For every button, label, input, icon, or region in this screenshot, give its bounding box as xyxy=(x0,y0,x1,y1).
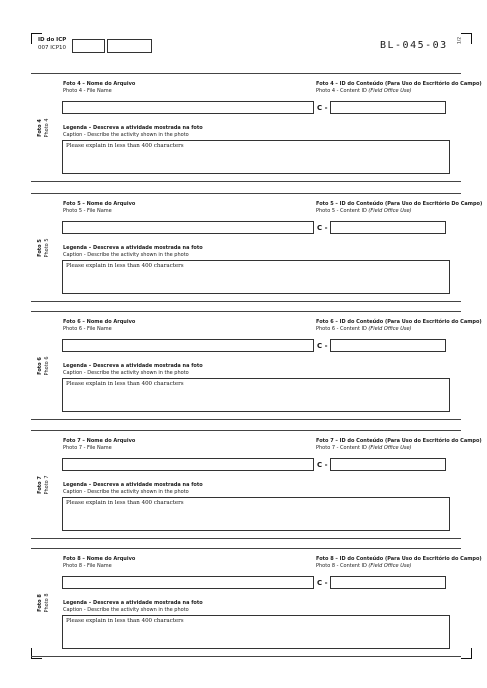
photo-vertical-label-en: Photo 6 xyxy=(44,355,50,376)
photo-vertical-label xyxy=(35,74,51,181)
file-name-input[interactable] xyxy=(62,339,314,352)
content-id-label-pt: Foto 7 – ID do Conteúdo (Para Uso do Escritório do Campo) xyxy=(316,438,482,444)
icp-id-field-1[interactable] xyxy=(72,39,105,53)
photo-vertical-label-en: Photo 4 xyxy=(44,117,50,138)
content-id-label-en: Photo 5 - Content ID xyxy=(316,208,367,214)
content-id-prefix: C - xyxy=(317,224,328,232)
file-name-label-pt: Foto 7 – Nome do Arquivo xyxy=(63,438,136,444)
form-code: BL-045-03 xyxy=(380,40,448,51)
caption-label xyxy=(63,600,203,614)
content-id-label xyxy=(316,556,482,570)
caption-label xyxy=(63,482,203,496)
caption-label xyxy=(63,125,203,139)
content-id-label-en: Photo 8 - Content ID xyxy=(316,563,367,569)
content-id-label xyxy=(316,81,482,95)
content-id-prefix: C - xyxy=(317,461,328,469)
content-id-label-pt: Foto 4 – ID do Conteúdo (Para Uso do Escritório do Campo) xyxy=(316,81,482,87)
file-name-label-pt: Foto 4 – Nome do Arquivo xyxy=(63,81,136,87)
content-id-label-pt: Foto 6 – ID do Conteúdo (Para Uso do Escritório do Campo) xyxy=(316,319,482,325)
caption-label-en: Caption - Describe the activity shown in the photo xyxy=(63,370,189,376)
caption-textarea[interactable]: Please explain in less than 400 characters xyxy=(62,140,450,174)
file-name-label xyxy=(63,556,135,570)
file-name-label-en: Photo 4 - File Name xyxy=(63,88,112,94)
photo-section xyxy=(31,311,482,420)
content-id-input[interactable] xyxy=(330,576,446,589)
field-office-use-note: (Field Office Use) xyxy=(368,563,412,569)
content-id-input[interactable] xyxy=(330,221,446,234)
photo-section xyxy=(31,430,482,539)
file-name-label xyxy=(63,81,135,95)
content-id-label-en: Photo 7 - Content ID xyxy=(316,445,367,451)
content-id-label-pt: Foto 8 – ID do Conteúdo (Para Uso do Escritório do Campo) xyxy=(316,556,482,562)
content-id-label xyxy=(316,438,482,452)
crop-mark-top-right xyxy=(461,33,472,44)
content-id-prefix: C - xyxy=(317,342,328,350)
file-name-label-pt: Foto 8 – Nome do Arquivo xyxy=(63,556,136,562)
file-name-label-en: Photo 7 - File Name xyxy=(63,445,112,451)
file-name-label-en: Photo 6 - File Name xyxy=(63,326,112,332)
photo-section xyxy=(31,193,483,302)
content-id-label-pt: Foto 5 – ID do Conteúdo (Para Uso do Escritório Do Campo) xyxy=(316,201,483,207)
caption-label-pt: Legenda – Descreva a atividade mostrada na foto xyxy=(63,245,203,251)
photo-vertical-label-pt: Foto 6 xyxy=(37,356,43,375)
photo-vertical-label-pt: Foto 8 xyxy=(37,593,43,612)
photo-vertical-label-pt: Foto 4 xyxy=(37,118,43,137)
icp-id-label-en: 007 ICP10 xyxy=(38,45,67,51)
photo-vertical-label xyxy=(35,431,51,538)
photo-vertical-label-pt: Foto 7 xyxy=(37,475,43,494)
content-id-input[interactable] xyxy=(330,339,446,352)
content-id-input[interactable] xyxy=(330,101,446,114)
caption-label-en: Caption - Describe the activity shown in the photo xyxy=(63,132,189,138)
caption-label-pt: Legenda – Descreva a atividade mostrada na foto xyxy=(63,482,203,488)
caption-label-pt: Legenda – Descreva a atividade mostrada na foto xyxy=(63,363,203,369)
caption-textarea[interactable]: Please explain in less than 400 characters xyxy=(62,497,450,531)
file-name-label-pt: Foto 6 – Nome do Arquivo xyxy=(63,319,136,325)
content-id-label-en: Photo 6 - Content ID xyxy=(316,326,367,332)
photo-vertical-label xyxy=(35,549,51,656)
photo-section xyxy=(31,548,482,657)
caption-label-en: Caption - Describe the activity shown in the photo xyxy=(63,607,189,613)
file-name-label xyxy=(63,438,135,452)
file-name-input[interactable] xyxy=(62,576,314,589)
caption-label-pt: Legenda – Descreva a atividade mostrada na foto xyxy=(63,600,203,606)
content-id-label xyxy=(316,201,482,215)
caption-label-en: Caption - Describe the activity shown in the photo xyxy=(63,252,189,258)
caption-label xyxy=(63,245,203,259)
photo-vertical-label-en: Photo 7 xyxy=(44,474,50,495)
content-id-input[interactable] xyxy=(330,458,446,471)
file-name-input[interactable] xyxy=(62,221,314,234)
field-office-use-note: (Field Office Use) xyxy=(368,445,412,451)
content-id-label xyxy=(316,319,482,333)
file-name-label xyxy=(63,201,135,215)
icp-id-field-2[interactable] xyxy=(107,39,152,53)
file-name-label xyxy=(63,319,135,333)
photo-vertical-label xyxy=(35,194,51,301)
page-number: 1/2 xyxy=(457,36,463,45)
photo-vertical-label-en: Photo 8 xyxy=(44,592,50,613)
file-name-label-en: Photo 5 - File Name xyxy=(63,208,112,214)
crop-mark-bottom-right xyxy=(461,648,472,659)
caption-textarea[interactable]: Please explain in less than 400 characters xyxy=(62,260,450,294)
icp-id-label-pt: ID do ICP xyxy=(38,37,67,43)
field-office-use-note: (Field Office Use) xyxy=(368,326,412,332)
content-id-prefix: C - xyxy=(317,579,328,587)
icp-id-label xyxy=(38,36,66,52)
caption-textarea[interactable]: Please explain in less than 400 characters xyxy=(62,615,450,649)
field-office-use-note: (Field Office Use) xyxy=(368,208,412,214)
photo-vertical-label xyxy=(35,312,51,419)
caption-textarea[interactable]: Please explain in less than 400 characters xyxy=(62,378,450,412)
photo-vertical-label-en: Photo 5 xyxy=(44,237,50,258)
file-name-input[interactable] xyxy=(62,101,314,114)
file-name-label-en: Photo 8 - File Name xyxy=(63,563,112,569)
photo-vertical-label-pt: Foto 5 xyxy=(37,238,43,257)
file-name-input[interactable] xyxy=(62,458,314,471)
photo-section xyxy=(31,73,482,182)
content-id-label-en: Photo 4 - Content ID xyxy=(316,88,367,94)
caption-label xyxy=(63,363,203,377)
field-office-use-note: (Field Office Use) xyxy=(368,88,412,94)
caption-label-pt: Legenda – Descreva a atividade mostrada na foto xyxy=(63,125,203,131)
file-name-label-pt: Foto 5 – Nome do Arquivo xyxy=(63,201,136,207)
caption-label-en: Caption - Describe the activity shown in the photo xyxy=(63,489,189,495)
content-id-prefix: C - xyxy=(317,104,328,112)
